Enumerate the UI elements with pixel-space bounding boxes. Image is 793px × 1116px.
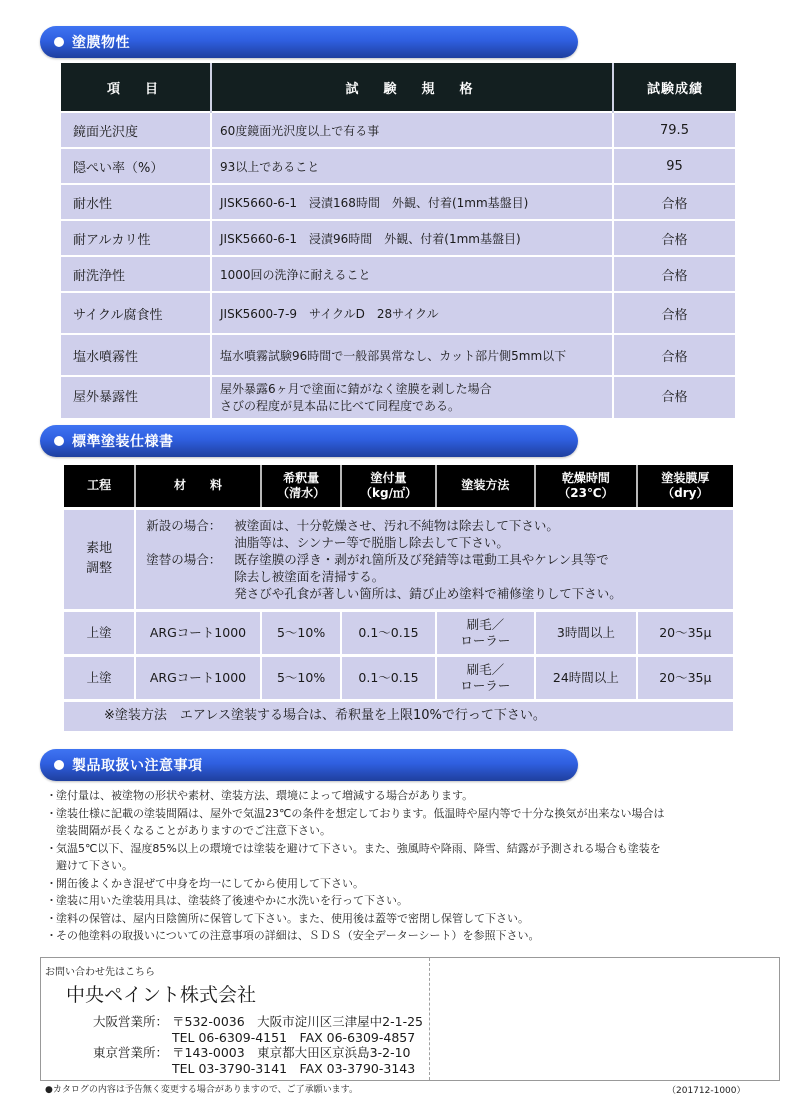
process-cell: 上塗	[64, 655, 135, 700]
office-address: 〒532-0036 大阪市淀川区三津屋中2-1-25	[172, 1014, 424, 1029]
list-item-text: 塗装仕様に記載の塗装間隔は、屋外で気温23℃の条件を想定しております。低温時や屋内等で十分な換気が出来ない場合は	[56, 806, 665, 820]
table-row	[61, 292, 736, 334]
list-item: ・ 塗料の保管は、屋内日陰箇所に保管して下さい。また、使用後は蓋等で密閉し保管して下さい。	[46, 910, 746, 928]
method-cell	[436, 655, 535, 700]
method-line: ローラー	[460, 677, 511, 693]
header-line: 塗付量	[370, 470, 407, 485]
office-address: 〒143-0003 東京都大田区京浜島3-2-10	[172, 1045, 411, 1060]
film-properties-table	[61, 63, 737, 418]
table-row	[64, 610, 733, 655]
prep-instructions	[135, 508, 733, 610]
list-item-text: 塗付量は、被塗物の形状や素材、塗装方法、環境によって増減する場合があります。	[56, 789, 474, 802]
section-title: 標準塗装仕様書	[72, 434, 174, 450]
item-cell: 鏡面光沢度	[61, 112, 211, 148]
prep-label-line: 調整	[86, 561, 113, 576]
dilution-cell: 5～10%	[261, 655, 342, 700]
catalog-code: （201712-1000）	[667, 1086, 746, 1096]
standard-spec-table	[64, 465, 733, 731]
office-list	[68, 1014, 423, 1076]
header-coverage	[341, 465, 435, 508]
section-header-handling	[40, 749, 578, 781]
header-process: 工程	[64, 465, 135, 508]
list-item: ・ 塗付量は、被塗物の形状や素材、塗装方法、環境によって増減する場合があります。	[46, 787, 746, 805]
header-line: 塗装膜厚	[661, 470, 710, 485]
spec-cell: 塩水噴霧試験96時間で一般部異常なし、カット部片側5mm以下	[211, 334, 613, 376]
office-phones: TEL 06-6309-4151 FAX 06-6309-4857	[172, 1029, 416, 1045]
catalog-disclaimer: ●カタログの内容は予告無く変更する場合がありますので、ご了承願います。	[45, 1085, 358, 1095]
table-row	[61, 334, 736, 376]
dry-time-cell: 3時間以上	[535, 610, 637, 655]
table-row	[61, 376, 736, 418]
list-item: ・ 塗装に用いた塗装用具は、塗装終了後速やかに水洗いを行って下さい。	[46, 892, 746, 910]
header-dilution	[261, 465, 342, 508]
header-dry-time	[535, 465, 637, 508]
header-line: （23℃）	[558, 485, 614, 500]
result-cell: 合格	[613, 256, 736, 292]
item-cell: 屋外暴露性	[61, 376, 211, 418]
section-title: 製品取扱い注意事項	[72, 758, 203, 774]
bullet-dot-icon	[54, 760, 64, 770]
company-name: 中央ペイント株式会社	[66, 984, 257, 1006]
header-result: 試験成績	[613, 63, 736, 112]
header-item: 項 目	[61, 63, 211, 112]
table-row	[61, 220, 736, 256]
office-osaka	[68, 1014, 423, 1030]
header-line: （dry）	[662, 485, 709, 500]
item-cell: 耐洗浄性	[61, 256, 211, 292]
section-header-standard-spec	[40, 425, 578, 457]
header-thickness	[637, 465, 733, 508]
method-line: 刷毛／	[466, 661, 505, 677]
precautions-list	[46, 787, 746, 945]
header-material: 材 料	[135, 465, 261, 508]
dilution-cell: 5～10%	[261, 610, 342, 655]
spec-cell: 60度鏡面光沢度以上で有る事	[211, 112, 613, 148]
item-cell: 耐アルカリ性	[61, 220, 211, 256]
list-item-text: 塗料の保管は、屋内日陰箇所に保管して下さい。また、使用後は蓋等で密閉し保管して下さい。	[56, 911, 529, 925]
spec-cell: JISK5600-7-9 サイクルD 28サイクル	[211, 292, 613, 334]
dry-time-cell: 24時間以上	[535, 655, 637, 700]
list-item-text: その他塗料の取扱いについての注意事項の詳細は、ＳＤＳ（安全データーシート）を参照下さい。	[56, 929, 540, 942]
office-tokyo	[68, 1045, 423, 1061]
spec-cell: JISK5660-6-1 浸漬168時間 外観、付着(1mm基盤目)	[211, 184, 613, 220]
header-line: （清水）	[277, 485, 326, 500]
list-item: ・ 開缶後よくかき混ぜて中身を均一にしてから使用して下さい。	[46, 875, 746, 893]
header-line: 希釈量	[283, 470, 320, 485]
bullet-dot-icon	[54, 436, 64, 446]
table-row	[61, 112, 736, 148]
thickness-cell: 20～35μ	[637, 655, 733, 700]
table-row	[61, 256, 736, 292]
item-cell: 隠ぺい率（%）	[61, 148, 211, 184]
office-tokyo-phones	[68, 1061, 423, 1077]
header-line: （kg/㎡）	[360, 485, 418, 500]
spec-line: 屋外暴露6ヶ月で塗面に錆がなく塗膜を剥した場合	[220, 381, 492, 396]
table-header-row	[61, 63, 736, 112]
spec-cell: JISK5660-6-1 浸漬96時間 外観、付着(1mm基盤目)	[211, 220, 613, 256]
prep-text: 既存塗膜の浮き・剥がれ箇所及び発錆等は電動工具やケレン具等で	[234, 551, 609, 567]
table-header-row	[64, 465, 733, 508]
table-row	[61, 148, 736, 184]
bullet-dot-icon	[54, 37, 64, 47]
prep-text: 被塗面は、十分乾燥させ、汚れ不純物は除去して下さい。	[234, 517, 559, 533]
office-name: 東京営業所：	[92, 1045, 168, 1060]
prep-text: 発さびや孔食が著しい箇所は、錆び止め塗料で補修塗りして下さい。	[234, 585, 622, 601]
contact-box	[40, 957, 780, 1081]
material-cell: ARGコート1000	[135, 655, 261, 700]
item-cell: 耐水性	[61, 184, 211, 220]
office-osaka-phones	[68, 1030, 423, 1046]
spec-cell	[211, 376, 613, 418]
list-item-text: 塗装間隔が長くなることがありますのでご注意下さい。	[56, 824, 331, 837]
header-line: 乾燥時間	[561, 470, 610, 485]
note-row	[64, 700, 733, 731]
list-item-text: 避けて下さい。	[56, 859, 133, 872]
thickness-cell: 20～35μ	[637, 610, 733, 655]
surface-prep-row	[64, 508, 733, 610]
table-row	[64, 655, 733, 700]
airless-note: ※塗装方法 エアレス塗装する場合は、希釈量を上限10%で行って下さい。	[64, 700, 733, 731]
coverage-cell: 0.1～0.15	[341, 655, 435, 700]
list-item: ・ 気温5℃以下、湿度85%以上の環境では塗装を避けて下さい。また、強風時や降雨、降雪、結露が予測される場合も塗装を 避けて下さい。	[46, 840, 746, 875]
spec-cell: 93以上であること	[211, 148, 613, 184]
result-cell: 合格	[613, 184, 736, 220]
spec-line: さびの程度が見本品に比べて同程度である。	[220, 398, 461, 413]
method-line: ローラー	[460, 632, 511, 648]
table-row	[61, 184, 736, 220]
coverage-cell: 0.1～0.15	[341, 610, 435, 655]
list-item-text: 塗装に用いた塗装用具は、塗装終了後速やかに水洗いを行って下さい。	[56, 894, 408, 907]
result-cell: 合格	[613, 334, 736, 376]
material-cell: ARGコート1000	[135, 610, 261, 655]
result-cell: 合格	[613, 376, 736, 418]
item-cell: サイクル腐食性	[61, 292, 211, 334]
list-item-text: 開缶後よくかき混ぜて中身を均一にしてから使用して下さい。	[56, 876, 364, 890]
office-phones: TEL 03-3790-3141 FAX 03-3790-3143	[172, 1060, 416, 1076]
prep-label-cell	[64, 508, 135, 610]
prep-text: 除去し被塗面を清掃する。	[234, 568, 385, 584]
list-item-text: 気温5℃以下、湿度85%以上の環境では塗装を避けて下さい。また、強風時や降雨、降雪、結露が予測される場合も塗装を	[56, 841, 661, 855]
new-case-label: 新設の場合：	[146, 517, 222, 533]
result-cell: 合格	[613, 292, 736, 334]
dashed-divider	[429, 958, 430, 1080]
method-cell	[436, 610, 535, 655]
section-header-film-properties	[40, 26, 578, 58]
repaint-case-label: 塗替の場合：	[146, 551, 222, 567]
prep-label-line: 素地	[86, 541, 113, 556]
section-title: 塗膜物性	[72, 35, 130, 51]
list-item: ・ その他塗料の取扱いについての注意事項の詳細は、ＳＤＳ（安全データーシート）を参照下さい。	[46, 927, 746, 945]
item-cell: 塩水噴霧性	[61, 334, 211, 376]
spec-cell: 1000回の洗浄に耐えること	[211, 256, 613, 292]
prep-text: 油脂等は、シンナー等で脱脂し除去して下さい。	[234, 534, 509, 550]
list-item: ・ 塗装仕様に記載の塗装間隔は、屋外で気温23℃の条件を想定しております。低温時や屋内等で十分な換気が出来ない場合は 塗装間隔が長くなることがありますのでご注意下さい。	[46, 805, 746, 840]
office-name: 大阪営業所：	[92, 1014, 168, 1029]
result-cell: 79.5	[613, 112, 736, 148]
result-cell: 95	[613, 148, 736, 184]
process-cell: 上塗	[64, 610, 135, 655]
result-cell: 合格	[613, 220, 736, 256]
inquiry-label: お問い合わせ先はこちら	[45, 967, 155, 978]
method-line: 刷毛／	[466, 616, 505, 632]
header-method: 塗装方法	[436, 465, 535, 508]
header-spec: 試 験 規 格	[211, 63, 613, 112]
